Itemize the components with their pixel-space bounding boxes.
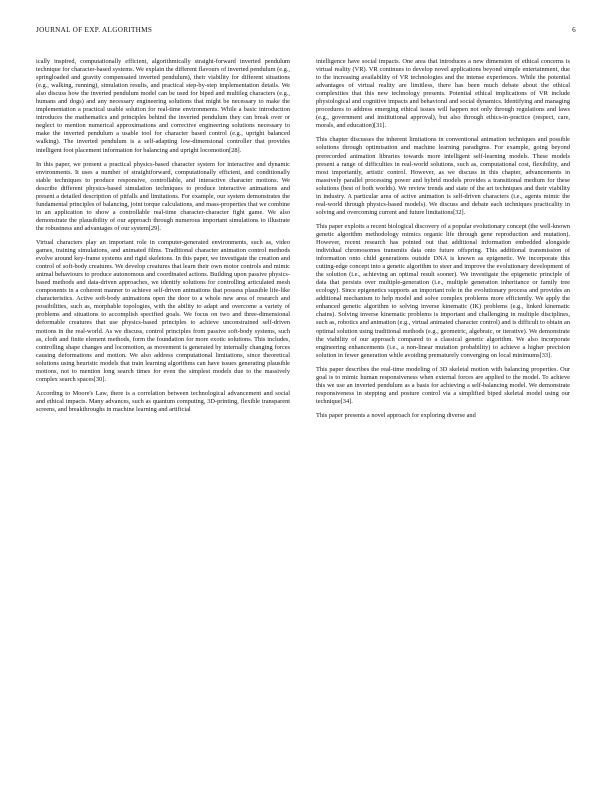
- paragraph: This chapter discusses the inherent limitations in conventional animation techniques and possible solutions through optimisation and machine learning paradigms. For example, going beyond prerecorded animation libraries towards more intelligent self-learning models. These models present a range of difficulties in real-world solutions, such as, computational cost, flexibility, and most importantly, artistic control. However, as we discuss in this chapter, advancements in massively parallel processing power and hybrid models provides a transitional medium for these solutions (best of both worlds). We review trends and state of the art techniques and their viability in industry. A particular area of active animation is self-driven characters (i.e., agents mimic the real-world through physics-based models). We discuss and debate each techniques practicality in solving and overcoming current and future limitations[32].: [316, 136, 570, 216]
- paragraph: Virtual characters play an important role in computer-generated environments, such as, video games, training simulations, and animated films. Traditional character animation control methods evolve around key-frame systems and rigid skeletons. In this paper, we investigate the creation and control of soft-body creatures. We develop creatures that learn their own motor controls and mimic animal behaviours to produce autonomous and coordinated actions. Building upon passive physics-based methods and data-driven approaches, we identify solutions for controlling articulated mesh components in a coherent manner to achieve self-driven animations that possess plausible life-like characteristics. Active soft-body animations open the door to a whole new area of research and possibilities, such as, morphable topologies, with the ability to adapt and overcome a variety of problems and situations to accomplish specified goals. We focus on two and three-dimensional deformable creatures that use physics-based principles to achieve unconstrained self-driven motions in the real-world. As we discuss, control principles from passive soft-body systems, such as, cloth and finite element methods, form the foundation for more exotic solutions. This includes, controlling shape changes and locomotion, as movement is generated by internally changing forces causing deformations and motion. We also address computational limitations, since theoretical solutions using heuristic models that train learning algorithms can have issues generating plausible motions, not to mention long search times for even the simplest models due to the massively complex search spaces[30].: [36, 238, 290, 383]
- paragraph: This paper exploits a recent biological discovery of a popular evolutionary concept (the well-known genetic algorithm methodology mimics organic life through gene reproduction and mutation). However, recent research has pointed out that additional information embedded alongside individual chromosomes transmits data onto future offspring. This additional transmission of information onto child generations outside DNA is known as epigenetic. We incorporate this cutting-edge concept into a genetic algorithm to steer and improve the evolutionary development of the solution (i.e., achieving an optimal result sooner). We investigate the epigenetic principle of data that persists over multiple-generation (i.e., multiple generation inheritance or family tree ecology). Since epigenetics supports an important role in the evolutionary process and provides an additional mechanism to help model and solve complex problems more efficiently. We apply the enhanced genetic algorithm to solving inverse kinematic (IK) problems (e.g., linked kinematic chains). Solving inverse kinematic problems is important and challenging in multiple disciplines, such as, robotics and animation (e.g., virtual animated character control) and is difficult to obtain an optimal solution using traditional methods (e.g., geometric, algebraic, or iterative). We demonstrate the viability of our approach compared to a classical genetic algorithm. We also incorporate engineering enhancements (i.e., a non-linear mutation probability) to achieve a higher precision solution in fewer generation while avoiding prematurely converging on local minimums[33].: [316, 222, 570, 359]
- left-column: [36, 58, 290, 420]
- paragraph: intelligence have social impacts. One area that introduces a new dimension of ethical concerns is virtual reality (VR). VR continues to develop novel applications beyond simple entertainment, due to the increasing availability of VR technologies and the intense experiences. While the potential advantages of virtual reality are limitless, there has been much debate about the ethical complexities that this new technology presents. Potential ethical implications of VR include physiological and cognitive impacts and behavioral and social dynamics. Identifying and managing procedures to address emerging ethical issues will happen not only through regulations and laws (e.g., government and institutional approval), but also through ethics-in-practice (respect, care, morals, and education)[31].: [316, 58, 570, 130]
- paragraph: ically inspired, computationally efficient, algorithmically straight-forward inverted pendulum technique for character-based systems. We explain the different flavours of inverted pendulum (e.g., springloaded and gravity compensated inverted pendulum), their viability for different situations (e.g., walking, running), simulation results, and practical step-by-step implementation details. We also discuss how the inverted pendulum model can be used for biped and multileg characters (e.g., humans and dogs) and any necessary engineering solutions that might be necessary to make the implementation a practical usable solution for real-time environments. While a basic introduction introduces the mathematics and principles behind the inverted pendulum they can break over or neglect to mention numerical approximations and corrective engineering solutions necessary to make the inverted pendulum a usable tool for character based control (e.g., upright balanced walking). The inverted pendulum is a self-adapting low-dimensional controller that provides intelligent foot placement information for balancing and upright locomotion[28].: [36, 58, 290, 154]
- paragraph: According to Moore's Law, there is a correlation between technological advancement and social and ethical impacts. Many advances, such as quantum computing, 3D-printing, flexible transparent screens, and breakthroughs in machine learning and artificial: [36, 389, 290, 413]
- journal-name: JOURNAL OF EXP. ALGORITHMS: [36, 26, 153, 34]
- right-column: [316, 58, 570, 420]
- running-header: [36, 26, 576, 38]
- paragraph: This paper describes the real-time modeling of 3D skeletal motion with balancing properties. Our goal is to mimic human responsiveness when external forces are applied to the model. To achieve this we use an inverted pendulum as a basis for achieving a self-balancing model. We demonstrate responsiveness in stepping and posture control via a simplified biped skeletal model using our technique[34].: [316, 365, 570, 405]
- paragraph: In this paper, we present a practical physics-based character system for interactive and dynamic environments. It uses a number of straightforward, computationally efficient, and conditionally stable techniques to produce responsive, controllable, and interactive character motions. We describe different physics-based simulation techniques to produce interactive animations and present a detailed description of pitfalls and limitations. For example, our system demonstrates the fundamental principles of balancing, joint torque calculations, and mass-properties that we combine in an application to show a controllable real-time character-character fight game. We also demonstrate the plausibility of our approach through numerous important simulations to illustrate the robustness and advantages of our system[29].: [36, 160, 290, 232]
- paragraph: This paper presents a novel approach for exploring diverse and: [316, 411, 476, 419]
- page-number: 6: [572, 26, 576, 34]
